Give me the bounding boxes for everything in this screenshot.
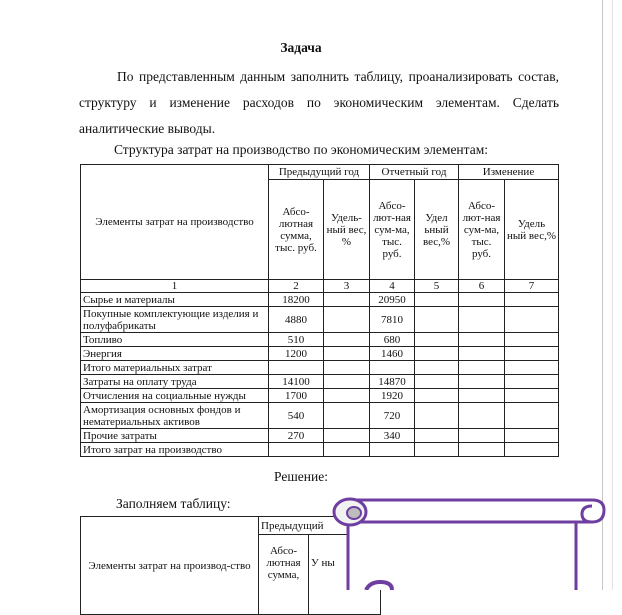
table-row xyxy=(81,293,559,307)
header-abs-prev: Абсо-лютная сумма, тыс. руб. xyxy=(269,180,324,280)
fill-table-label: Заполняем таблицу: xyxy=(116,496,231,511)
report-amount: 340 xyxy=(370,429,415,443)
scroll-banner-icon xyxy=(330,496,610,590)
table-row xyxy=(81,333,559,347)
row-label: Итого затрат на производство xyxy=(81,443,269,457)
table-row xyxy=(81,361,559,375)
prev-amount: 14100 xyxy=(269,375,324,389)
col-number: 7 xyxy=(505,280,559,293)
report-amount: 1460 xyxy=(370,347,415,361)
row-label: Энергия xyxy=(81,347,269,361)
prev-amount: 1700 xyxy=(269,389,324,403)
col-number: 2 xyxy=(269,280,324,293)
page-shadow xyxy=(612,0,613,590)
task-text xyxy=(79,64,559,142)
col-number: 4 xyxy=(370,280,415,293)
table-row xyxy=(81,389,559,403)
row-label: Сырье и материалы xyxy=(81,293,269,307)
header-share-prev-2: У ны xyxy=(309,535,381,615)
header-abs-prev-2: Абсо-лютная сумма, xyxy=(259,535,309,615)
table-caption: Структура затрат на производство по экономическим элементам: xyxy=(113,142,489,157)
page-title: Задача xyxy=(280,40,322,55)
table-row xyxy=(81,347,559,361)
header-abs-report: Абсо-лют-ная сум-ма, тыс. руб. xyxy=(370,180,415,280)
report-amount xyxy=(370,361,415,375)
col-number: 5 xyxy=(415,280,459,293)
prev-amount: 540 xyxy=(269,403,324,429)
col-number: 6 xyxy=(459,280,505,293)
report-amount: 1920 xyxy=(370,389,415,403)
header-change: Изменение xyxy=(459,165,559,180)
report-amount: 20950 xyxy=(370,293,415,307)
col-number: 1 xyxy=(81,280,269,293)
header-prev-year: Предыдущий год xyxy=(269,165,370,180)
row-label: Покупные комплектующие изделия и полуфабрикаты xyxy=(81,307,269,333)
table-row xyxy=(81,375,559,389)
row-label: Амортизация основных фондов и нематериальных активов xyxy=(81,403,269,429)
header-abs-change: Абсо-лют-ная сум-ма, тыс. руб. xyxy=(459,180,505,280)
header-elements-2: Элементы затрат на производ-ство xyxy=(81,517,259,615)
task-paragraph: По представленным данным заполнить таблицу, проанализировать состав, структуру и изменение расходов по экономическим элементам. Сделать аналитические выводы. xyxy=(79,69,559,136)
prev-amount: 270 xyxy=(269,429,324,443)
table-row xyxy=(81,403,559,429)
row-label: Отчисления на социальные нужды xyxy=(81,389,269,403)
prev-amount xyxy=(269,443,324,457)
table-row xyxy=(81,443,559,457)
prev-amount: 4880 xyxy=(269,307,324,333)
report-amount: 7810 xyxy=(370,307,415,333)
header-share-change: Удель ный вес,% xyxy=(505,180,559,280)
header-report-year: Отчетный год xyxy=(370,165,459,180)
report-amount: 680 xyxy=(370,333,415,347)
prev-amount: 1200 xyxy=(269,347,324,361)
prev-amount: 510 xyxy=(269,333,324,347)
col-number: 3 xyxy=(324,280,370,293)
row-label: Топливо xyxy=(81,333,269,347)
solution-heading: Решение: xyxy=(274,469,328,484)
header-elements: Элементы затрат на производство xyxy=(81,165,269,280)
prev-amount: 18200 xyxy=(269,293,324,307)
row-label: Итого материальных затрат xyxy=(81,361,269,375)
header-share-prev: Удель-ный вес, % xyxy=(324,180,370,280)
header-prev-year-2: Предыдущий xyxy=(259,517,381,535)
table-row xyxy=(81,429,559,443)
row-label: Затраты на оплату труда xyxy=(81,375,269,389)
report-amount xyxy=(370,443,415,457)
report-amount: 14870 xyxy=(370,375,415,389)
report-amount: 720 xyxy=(370,403,415,429)
cost-structure-table xyxy=(80,164,559,457)
row-label: Прочие затраты xyxy=(81,429,269,443)
prev-amount xyxy=(269,361,324,375)
table-row xyxy=(81,307,559,333)
header-share-report: Удел ьный вес,% xyxy=(415,180,459,280)
